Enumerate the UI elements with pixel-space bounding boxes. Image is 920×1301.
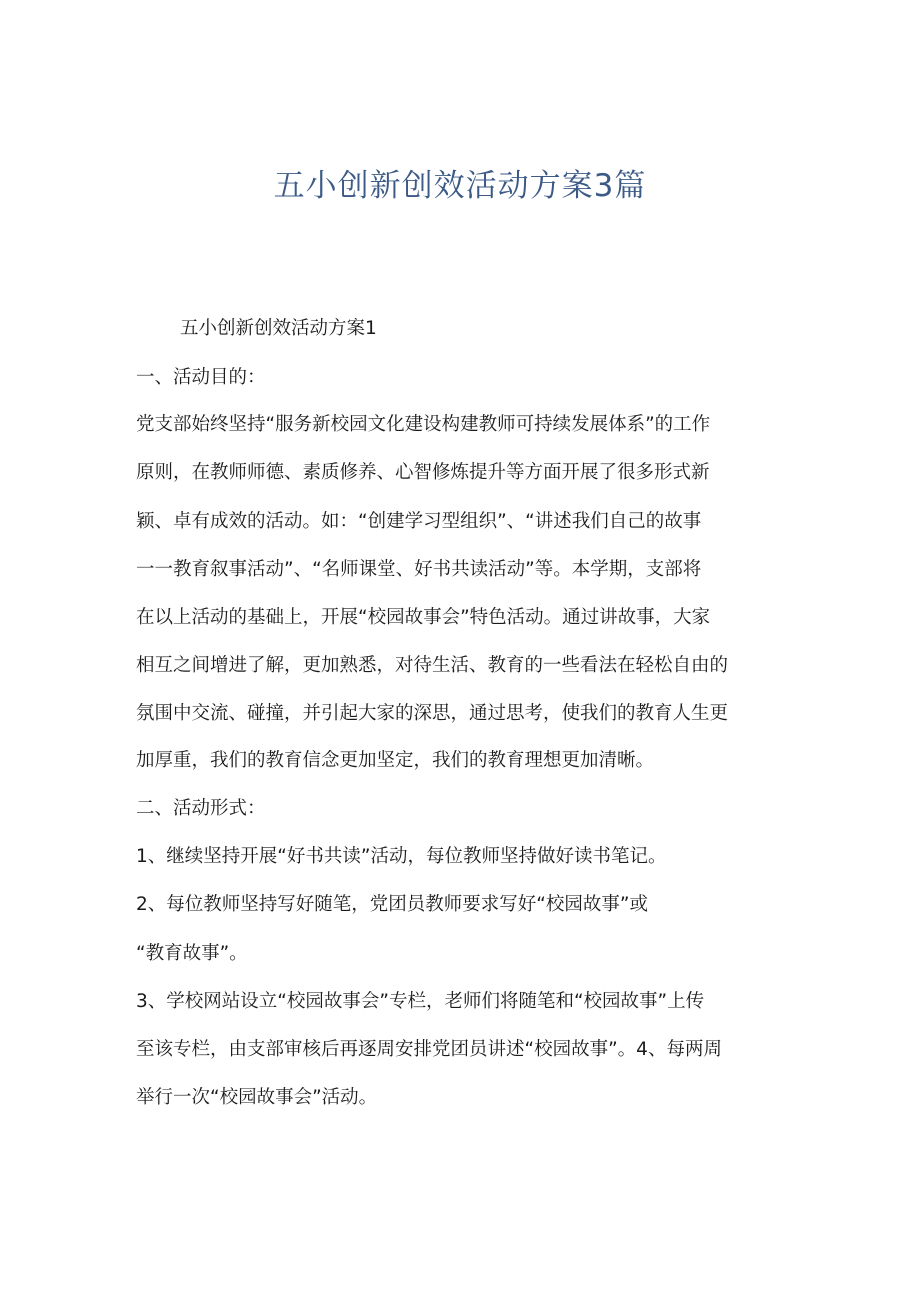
paragraph-line: 原则，在教师师德、素质修养、心智修炼提升等方面开展了很多形式新 bbox=[136, 462, 710, 483]
list-item-2-line: 2、每位教师坚持写好随笔，党团员教师要求写好“校园故事”或 bbox=[136, 894, 648, 915]
list-item-2-line: “教育故事”。 bbox=[136, 943, 248, 964]
section1-heading: 一、活动目的： bbox=[136, 367, 266, 388]
document-subtitle: 五小创新创效活动方案1 bbox=[180, 318, 377, 339]
list-item-3-line: 至该专栏，由支部审核后再逐周安排党团员讲述“校园故事”。4、每两周 bbox=[136, 1039, 722, 1060]
document-title: 五小创新创效活动方案3篇 bbox=[273, 168, 647, 204]
paragraph-line: 氛围中交流、碰撞，并引起大家的深思，通过思考，使我们的教育人生更 bbox=[136, 703, 729, 724]
paragraph-line: 在以上活动的基础上，开展“校园故事会”特色活动。通过讲故事，大家 bbox=[136, 607, 711, 628]
paragraph-line: 加厚重，我们的教育信念更加坚定，我们的教育理想更加清晰。 bbox=[136, 750, 655, 771]
list-item-1: 1、继续坚持开展“好书共读”活动，每位教师坚持做好读书笔记。 bbox=[136, 846, 667, 867]
list-item-3-line: 举行一次“校园故事会”活动。 bbox=[136, 1087, 378, 1108]
paragraph-line: 一一教育叙事活动”、“名师课堂、好书共读活动”等。本学期，支部将 bbox=[136, 559, 702, 580]
list-item-3-line: 3、学校网站设立“校园故事会”专栏，老师们将随笔和“校园故事”上传 bbox=[136, 991, 705, 1012]
paragraph-line: 相互之间增进了解，更加熟悉，对待生活、教育的一些看法在轻松自由的 bbox=[136, 655, 729, 676]
paragraph-line: 党支部始终坚持“服务新校园文化建设构建教师可持续发展体系”的工作 bbox=[136, 414, 711, 435]
section2-heading: 二、活动形式： bbox=[136, 798, 266, 819]
paragraph-line: 颖、卓有成效的活动。如：“创建学习型组织”、“讲述我们自己的故事 bbox=[136, 511, 702, 532]
